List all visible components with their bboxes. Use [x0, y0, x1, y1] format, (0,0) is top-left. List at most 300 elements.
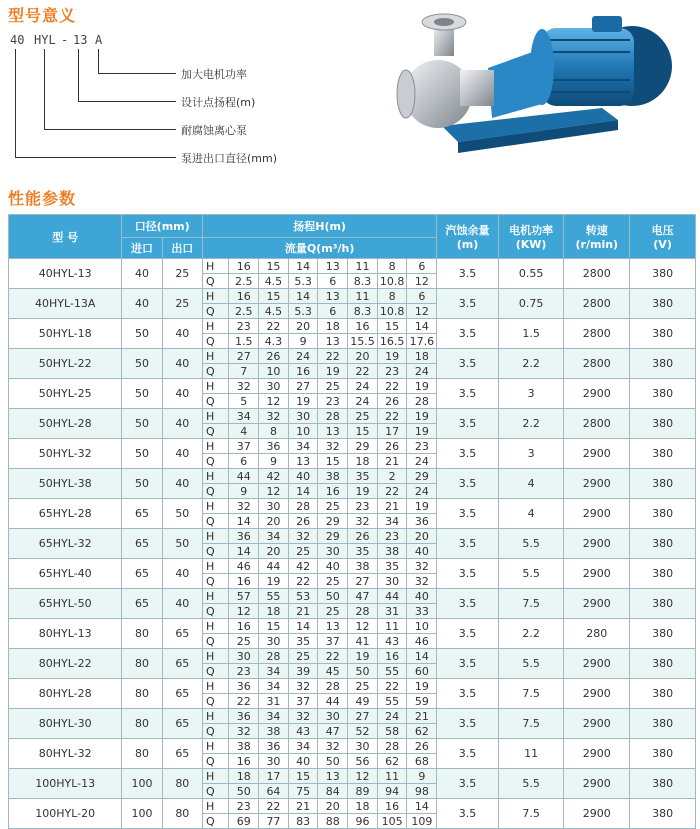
head-value: 42 [259, 469, 289, 484]
flow-value: 68 [407, 754, 437, 769]
head-value: 44 [259, 559, 289, 574]
flow-value: 19 [348, 484, 378, 499]
flow-value: 105 [377, 814, 407, 829]
inlet-cell: 65 [122, 499, 162, 529]
head-value: 23 [348, 499, 378, 514]
inlet-cell: 80 [122, 709, 162, 739]
head-value: 32 [259, 409, 289, 424]
flow-value: 25 [229, 634, 259, 649]
head-value: 14 [288, 619, 318, 634]
flow-value: 24 [407, 484, 437, 499]
head-value: 20 [318, 799, 348, 814]
voltage-cell: 380 [630, 529, 696, 559]
head-value: 28 [377, 739, 407, 754]
flow-value: 23 [318, 394, 348, 409]
head-value: 36 [229, 529, 259, 544]
flow-value: 13 [288, 454, 318, 469]
power-cell: 7.5 [498, 799, 564, 829]
flow-letter: Q [202, 634, 228, 649]
head-letter: H [202, 349, 228, 364]
flow-value: 16 [288, 364, 318, 379]
flow-value: 12 [259, 484, 289, 499]
model-cell: 80HYL-28 [9, 679, 122, 709]
head-value: 22 [318, 349, 348, 364]
outlet-cell: 25 [162, 259, 202, 289]
inlet-cell: 50 [122, 439, 162, 469]
speed-cell: 2900 [564, 439, 630, 469]
speed-cell: 2900 [564, 559, 630, 589]
head-letter: H [202, 799, 228, 814]
flow-value: 10 [288, 424, 318, 439]
speed-cell: 2800 [564, 259, 630, 289]
npsh-cell: 3.5 [437, 289, 498, 319]
outlet-cell: 65 [162, 739, 202, 769]
head-value: 23 [407, 439, 437, 454]
inlet-cell: 50 [122, 379, 162, 409]
flow-value: 49 [348, 694, 378, 709]
voltage-cell: 380 [630, 679, 696, 709]
flow-value: 4 [229, 424, 259, 439]
head-value: 15 [259, 289, 289, 304]
flow-value: 8.3 [348, 304, 378, 319]
head-value: 32 [318, 739, 348, 754]
table-row [9, 349, 696, 364]
voltage-cell: 380 [630, 559, 696, 589]
flow-value: 62 [407, 724, 437, 739]
head-value: 16 [229, 259, 259, 274]
head-value: 25 [348, 679, 378, 694]
head-value: 13 [318, 289, 348, 304]
flow-value: 16.5 [377, 334, 407, 349]
head-value: 6 [407, 289, 437, 304]
head-letter: H [202, 439, 228, 454]
flow-value: 15 [318, 454, 348, 469]
model-cell: 50HYL-22 [9, 349, 122, 379]
head-value: 22 [377, 679, 407, 694]
flow-value: 47 [318, 724, 348, 739]
head-value: 36 [259, 739, 289, 754]
head-value: 21 [407, 709, 437, 724]
model-cell: 50HYL-18 [9, 319, 122, 349]
flow-value: 88 [318, 814, 348, 829]
flow-value: 14 [229, 544, 259, 559]
head-value: 34 [229, 409, 259, 424]
head-value: 36 [259, 439, 289, 454]
npsh-cell: 3.5 [437, 529, 498, 559]
leader-line [44, 129, 176, 130]
flow-value: 5.3 [288, 274, 318, 289]
flow-value: 35 [288, 634, 318, 649]
flow-value: 98 [407, 784, 437, 799]
head-value: 20 [348, 349, 378, 364]
head-value: 15 [259, 619, 289, 634]
model-cell: 65HYL-28 [9, 499, 122, 529]
header-voltage: 电压 (V) [630, 215, 696, 259]
head-value: 47 [348, 589, 378, 604]
head-value: 23 [229, 319, 259, 334]
model-cell: 40HYL-13A [9, 289, 122, 319]
flow-value: 6 [318, 304, 348, 319]
head-value: 32 [288, 529, 318, 544]
flow-value: 28 [348, 604, 378, 619]
flow-letter: Q [202, 724, 228, 739]
head-letter: H [202, 679, 228, 694]
head-value: 11 [377, 769, 407, 784]
head-value: 25 [348, 409, 378, 424]
head-value: 37 [229, 439, 259, 454]
flow-value: 32 [407, 574, 437, 589]
power-cell: 7.5 [498, 709, 564, 739]
flow-value: 4.3 [259, 334, 289, 349]
flow-letter: Q [202, 364, 228, 379]
flow-value: 38 [377, 544, 407, 559]
flow-value: 20 [259, 544, 289, 559]
flow-value: 75 [288, 784, 318, 799]
voltage-cell: 380 [630, 439, 696, 469]
head-value: 10 [407, 619, 437, 634]
flow-value: 9 [259, 454, 289, 469]
speed-cell: 280 [564, 619, 630, 649]
flow-value: 45 [318, 664, 348, 679]
head-value: 44 [229, 469, 259, 484]
head-value: 13 [318, 619, 348, 634]
flow-value: 30 [259, 754, 289, 769]
head-letter: H [202, 739, 228, 754]
head-value: 26 [348, 529, 378, 544]
flow-value: 83 [288, 814, 318, 829]
head-value: 12 [348, 769, 378, 784]
head-letter: H [202, 709, 228, 724]
voltage-cell: 380 [630, 769, 696, 799]
head-value: 24 [348, 379, 378, 394]
flow-value: 56 [348, 754, 378, 769]
flow-value: 44 [318, 694, 348, 709]
flow-value: 30 [377, 574, 407, 589]
model-cell: 40HYL-13 [9, 259, 122, 289]
model-cell: 50HYL-28 [9, 409, 122, 439]
flow-value: 5.3 [288, 304, 318, 319]
inlet-cell: 65 [122, 559, 162, 589]
flow-value: 17 [377, 424, 407, 439]
power-cell: 5.5 [498, 529, 564, 559]
flow-value: 69 [229, 814, 259, 829]
head-value: 18 [318, 319, 348, 334]
header-caliber: 口径(mm) [122, 215, 203, 238]
head-value: 27 [348, 709, 378, 724]
flow-value: 18 [259, 604, 289, 619]
head-value: 16 [348, 319, 378, 334]
code-suffix: A [95, 33, 103, 47]
leader-line [15, 157, 176, 158]
power-cell: 1.5 [498, 319, 564, 349]
voltage-cell: 380 [630, 349, 696, 379]
flow-value: 14 [288, 484, 318, 499]
label-corrosion-pump: 耐腐蚀离心泵 [181, 124, 247, 137]
flow-letter: Q [202, 814, 228, 829]
flow-value: 94 [377, 784, 407, 799]
npsh-cell: 3.5 [437, 649, 498, 679]
head-value: 24 [377, 709, 407, 724]
model-cell: 50HYL-38 [9, 469, 122, 499]
table-row [9, 379, 696, 394]
speed-cell: 2900 [564, 709, 630, 739]
inlet-cell: 65 [122, 529, 162, 559]
outlet-cell: 65 [162, 709, 202, 739]
flow-value: 9 [288, 334, 318, 349]
flow-value: 18 [348, 454, 378, 469]
flow-value: 60 [407, 664, 437, 679]
table-row [9, 499, 696, 514]
table-row [9, 529, 696, 544]
model-cell: 50HYL-25 [9, 379, 122, 409]
head-value: 23 [377, 529, 407, 544]
head-value: 29 [348, 439, 378, 454]
head-value: 11 [348, 289, 378, 304]
outlet-cell: 40 [162, 379, 202, 409]
flow-letter: Q [202, 334, 228, 349]
flow-value: 10.8 [377, 304, 407, 319]
head-value: 36 [229, 709, 259, 724]
head-value: 16 [229, 289, 259, 304]
head-value: 14 [288, 289, 318, 304]
head-value: 19 [407, 379, 437, 394]
flow-value: 6 [229, 454, 259, 469]
table-row [9, 649, 696, 664]
table-row [9, 589, 696, 604]
table-row [9, 289, 696, 304]
head-value: 18 [348, 799, 378, 814]
flow-value: 30 [318, 544, 348, 559]
power-cell: 7.5 [498, 679, 564, 709]
flow-value: 19 [407, 424, 437, 439]
inlet-cell: 80 [122, 679, 162, 709]
flow-letter: Q [202, 694, 228, 709]
head-value: 12 [348, 619, 378, 634]
speed-cell: 2900 [564, 649, 630, 679]
head-value: 16 [229, 619, 259, 634]
flow-value: 24 [407, 454, 437, 469]
head-letter: H [202, 499, 228, 514]
head-value: 30 [348, 739, 378, 754]
head-value: 32 [288, 679, 318, 694]
npsh-cell: 3.5 [437, 709, 498, 739]
head-value: 27 [288, 379, 318, 394]
flow-value: 25 [318, 604, 348, 619]
outlet-cell: 40 [162, 439, 202, 469]
head-value: 24 [288, 349, 318, 364]
table-row [9, 709, 696, 724]
flow-letter: Q [202, 484, 228, 499]
outlet-cell: 40 [162, 559, 202, 589]
table-row [9, 739, 696, 754]
head-value: 34 [259, 529, 289, 544]
model-cell: 80HYL-13 [9, 619, 122, 649]
flow-value: 40 [407, 544, 437, 559]
head-value: 32 [229, 379, 259, 394]
head-value: 57 [229, 589, 259, 604]
outlet-cell: 25 [162, 289, 202, 319]
flow-value: 46 [407, 634, 437, 649]
inlet-cell: 50 [122, 409, 162, 439]
table-row [9, 679, 696, 694]
code-head: 13 [73, 33, 88, 47]
flow-value: 15 [348, 424, 378, 439]
power-cell: 3 [498, 439, 564, 469]
head-value: 40 [407, 589, 437, 604]
flow-value: 43 [377, 634, 407, 649]
head-value: 22 [377, 409, 407, 424]
inlet-cell: 40 [122, 259, 162, 289]
flow-value: 4.5 [259, 274, 289, 289]
outlet-cell: 80 [162, 799, 202, 829]
leader-line [78, 101, 176, 102]
npsh-cell: 3.5 [437, 769, 498, 799]
head-value: 13 [318, 259, 348, 274]
model-cell: 65HYL-50 [9, 589, 122, 619]
table-row [9, 769, 696, 784]
inlet-cell: 65 [122, 589, 162, 619]
outlet-cell: 40 [162, 409, 202, 439]
flow-value: 41 [348, 634, 378, 649]
flow-value: 12 [407, 304, 437, 319]
voltage-cell: 380 [630, 739, 696, 769]
head-value: 30 [259, 499, 289, 514]
flow-value: 22 [288, 574, 318, 589]
head-value: 15 [377, 319, 407, 334]
flow-value: 21 [377, 454, 407, 469]
head-value: 36 [229, 679, 259, 694]
head-value: 8 [377, 259, 407, 274]
flow-value: 22 [377, 484, 407, 499]
npsh-cell: 3.5 [437, 349, 498, 379]
head-value: 20 [407, 529, 437, 544]
head-value: 20 [288, 319, 318, 334]
label-motor-power: 加大电机功率 [181, 68, 247, 81]
head-value: 30 [229, 649, 259, 664]
power-cell: 4 [498, 469, 564, 499]
head-value: 29 [407, 469, 437, 484]
flow-letter: Q [202, 394, 228, 409]
head-letter: H [202, 769, 228, 784]
outlet-cell: 65 [162, 679, 202, 709]
head-value: 40 [288, 469, 318, 484]
flow-value: 36 [407, 514, 437, 529]
head-value: 32 [229, 499, 259, 514]
flow-letter: Q [202, 274, 228, 289]
head-value: 22 [318, 649, 348, 664]
head-value: 19 [407, 499, 437, 514]
npsh-cell: 3.5 [437, 469, 498, 499]
head-value: 14 [407, 799, 437, 814]
flow-value: 16 [229, 574, 259, 589]
head-value: 19 [348, 649, 378, 664]
flow-value: 96 [348, 814, 378, 829]
voltage-cell: 380 [630, 649, 696, 679]
head-value: 30 [259, 379, 289, 394]
power-cell: 7.5 [498, 589, 564, 619]
flow-value: 8 [259, 424, 289, 439]
head-value: 30 [288, 409, 318, 424]
flow-value: 2.5 [229, 304, 259, 319]
model-cell: 80HYL-30 [9, 709, 122, 739]
flow-value: 64 [259, 784, 289, 799]
inlet-cell: 80 [122, 649, 162, 679]
flow-letter: Q [202, 664, 228, 679]
outlet-cell: 65 [162, 649, 202, 679]
power-cell: 0.75 [498, 289, 564, 319]
table-row [9, 559, 696, 574]
flow-value: 23 [229, 664, 259, 679]
flow-value: 7 [229, 364, 259, 379]
npsh-cell: 3.5 [437, 799, 498, 829]
flow-value: 50 [348, 664, 378, 679]
head-value: 32 [288, 709, 318, 724]
flow-letter: Q [202, 754, 228, 769]
npsh-cell: 3.5 [437, 439, 498, 469]
flow-value: 43 [288, 724, 318, 739]
flow-value: 50 [318, 754, 348, 769]
npsh-cell: 3.5 [437, 619, 498, 649]
head-value: 30 [318, 709, 348, 724]
speed-cell: 2900 [564, 379, 630, 409]
inlet-cell: 50 [122, 349, 162, 379]
flow-value: 5 [229, 394, 259, 409]
speed-cell: 2900 [564, 589, 630, 619]
pump-image [392, 8, 688, 158]
flow-value: 40 [288, 754, 318, 769]
flow-letter: Q [202, 544, 228, 559]
head-letter: H [202, 649, 228, 664]
flow-value: 52 [348, 724, 378, 739]
outlet-cell: 40 [162, 589, 202, 619]
flow-value: 37 [288, 694, 318, 709]
header-npsh: 汽蚀余量 (m) [437, 215, 498, 259]
head-value: 29 [318, 529, 348, 544]
head-value: 16 [377, 799, 407, 814]
header-power: 电机功率 (KW) [498, 215, 564, 259]
head-value: 28 [318, 409, 348, 424]
head-letter: H [202, 289, 228, 304]
table-row [9, 799, 696, 814]
flow-value: 50 [229, 784, 259, 799]
power-cell: 2.2 [498, 619, 564, 649]
head-value: 32 [407, 559, 437, 574]
head-value: 50 [318, 589, 348, 604]
flow-value: 29 [318, 514, 348, 529]
flow-value: 24 [407, 364, 437, 379]
label-port-diameter: 泵进出口直径(mm) [181, 152, 278, 165]
head-value: 34 [288, 739, 318, 754]
head-value: 19 [377, 349, 407, 364]
flow-value: 9 [229, 484, 259, 499]
head-value: 32 [318, 439, 348, 454]
flow-value: 32 [348, 514, 378, 529]
flow-value: 12 [229, 604, 259, 619]
flow-value: 31 [259, 694, 289, 709]
outlet-cell: 80 [162, 769, 202, 799]
inlet-cell: 50 [122, 319, 162, 349]
flow-value: 32 [229, 724, 259, 739]
head-value: 28 [288, 499, 318, 514]
head-value: 22 [259, 799, 289, 814]
flow-value: 19 [259, 574, 289, 589]
outlet-cell: 40 [162, 469, 202, 499]
head-value: 26 [259, 349, 289, 364]
power-cell: 11 [498, 739, 564, 769]
flow-value: 37 [318, 634, 348, 649]
flow-value: 59 [407, 694, 437, 709]
flow-value: 24 [348, 394, 378, 409]
